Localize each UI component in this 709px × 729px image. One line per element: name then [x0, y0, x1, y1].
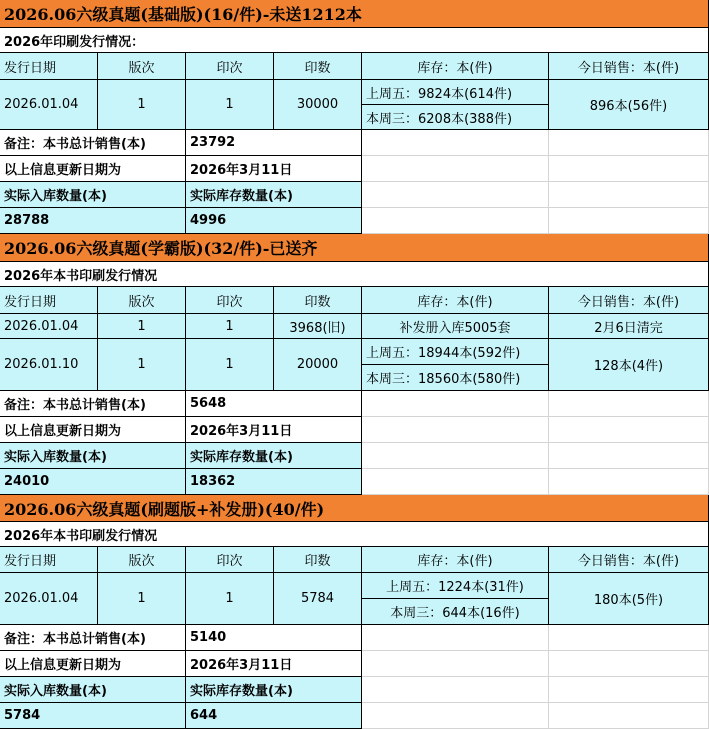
empty-cell[interactable] — [549, 469, 709, 495]
label-update-date[interactable]: 以上信息更新日期为 — [0, 156, 186, 182]
empty-cell[interactable] — [549, 625, 709, 651]
section-subtitle[interactable]: 2026年本书印刷发行情况 — [0, 522, 709, 547]
empty-cell[interactable] — [549, 130, 709, 156]
header-today-sales[interactable]: 今日销售：本(件) — [549, 287, 709, 314]
value-total-sales[interactable]: 23792 — [186, 130, 362, 156]
section-title[interactable]: 2026.06六级真题(基础版)(16/件)-未送1212本 — [0, 0, 709, 28]
label-actual-in[interactable]: 实际入库数量(本) — [0, 677, 186, 703]
empty-cell[interactable] — [362, 156, 549, 182]
header-date[interactable]: 发行日期 — [0, 53, 98, 80]
row-stock-this-wednesday[interactable]: 本周三：644本(16件) — [362, 599, 549, 625]
empty-cell[interactable] — [362, 443, 549, 469]
row-stock-note[interactable]: 补发册入库5005套 — [362, 314, 549, 339]
value-actual-stock[interactable]: 4996 — [186, 208, 362, 234]
header-printing[interactable]: 印次 — [186, 287, 274, 314]
value-total-sales[interactable]: 5140 — [186, 625, 362, 651]
row-today-sales[interactable]: 128本(4件) — [549, 339, 709, 391]
value-actual-in[interactable]: 24010 — [0, 469, 186, 495]
empty-cell[interactable] — [362, 469, 549, 495]
row-date[interactable]: 2026.01.04 — [0, 314, 98, 339]
label-update-date[interactable]: 以上信息更新日期为 — [0, 651, 186, 677]
empty-cell[interactable] — [362, 391, 549, 417]
label-total-sales[interactable]: 备注：本书总计销售(本) — [0, 625, 186, 651]
row-stock-last-friday[interactable]: 上周五：9824本(614件) — [362, 80, 549, 105]
empty-cell[interactable] — [549, 651, 709, 677]
header-today-sales[interactable]: 今日销售：本(件) — [549, 53, 709, 80]
row-quantity[interactable]: 5784 — [274, 573, 362, 625]
section-title[interactable]: 2026.06六级真题(刷题版+补发册)(40/件) — [0, 495, 709, 522]
label-total-sales[interactable]: 备注：本书总计销售(本) — [0, 130, 186, 156]
row-quantity[interactable]: 30000 — [274, 80, 362, 130]
header-quantity[interactable]: 印数 — [274, 287, 362, 314]
row-date[interactable]: 2026.01.04 — [0, 80, 98, 130]
empty-cell[interactable] — [549, 417, 709, 443]
row-printing[interactable]: 1 — [186, 573, 274, 625]
row-stock-last-friday[interactable]: 上周五：1224本(31件) — [362, 573, 549, 599]
row-edition[interactable]: 1 — [98, 573, 186, 625]
header-date[interactable]: 发行日期 — [0, 287, 98, 314]
empty-cell[interactable] — [549, 182, 709, 208]
header-edition[interactable]: 版次 — [98, 53, 186, 80]
row-edition[interactable]: 1 — [98, 80, 186, 130]
header-quantity[interactable]: 印数 — [274, 53, 362, 80]
header-stock[interactable]: 库存：本(件) — [362, 53, 549, 80]
empty-cell[interactable] — [362, 182, 549, 208]
row-printing[interactable]: 1 — [186, 80, 274, 130]
value-actual-in[interactable]: 28788 — [0, 208, 186, 234]
section-title[interactable]: 2026.06六级真题(学霸版)(32/件)-已送齐 — [0, 234, 709, 262]
row-edition[interactable]: 1 — [98, 314, 186, 339]
empty-cell[interactable] — [549, 391, 709, 417]
value-update-date[interactable]: 2026年3月11日 — [186, 156, 362, 182]
row-printing[interactable]: 1 — [186, 314, 274, 339]
value-update-date[interactable]: 2026年3月11日 — [186, 651, 362, 677]
row-today-sales[interactable]: 180本(5件) — [549, 573, 709, 625]
header-printing[interactable]: 印次 — [186, 53, 274, 80]
value-actual-stock[interactable]: 644 — [186, 703, 362, 729]
empty-cell[interactable] — [362, 130, 549, 156]
row-stock-last-friday[interactable]: 上周五：18944本(592件) — [362, 339, 549, 365]
value-actual-stock[interactable]: 18362 — [186, 469, 362, 495]
empty-cell[interactable] — [362, 703, 549, 729]
value-total-sales[interactable]: 5648 — [186, 391, 362, 417]
value-update-date[interactable]: 2026年3月11日 — [186, 417, 362, 443]
empty-cell[interactable] — [549, 208, 709, 234]
row-today-sales[interactable]: 896本(56件) — [549, 80, 709, 130]
empty-cell[interactable] — [549, 677, 709, 703]
header-stock[interactable]: 库存：本(件) — [362, 287, 549, 314]
row-stock-this-wednesday[interactable]: 本周三：18560本(580件) — [362, 365, 549, 391]
section-subtitle[interactable]: 2026年本书印刷发行情况 — [0, 262, 709, 287]
empty-cell[interactable] — [549, 443, 709, 469]
label-actual-in[interactable]: 实际入库数量(本) — [0, 443, 186, 469]
empty-cell[interactable] — [362, 417, 549, 443]
label-actual-in[interactable]: 实际入库数量(本) — [0, 182, 186, 208]
header-edition[interactable]: 版次 — [98, 287, 186, 314]
empty-cell[interactable] — [362, 208, 549, 234]
label-actual-stock[interactable]: 实际库存数量(本) — [186, 443, 362, 469]
row-date[interactable]: 2026.01.04 — [0, 573, 98, 625]
row-today-sales[interactable]: 2月6日清完 — [549, 314, 709, 339]
value-actual-in[interactable]: 5784 — [0, 703, 186, 729]
empty-cell[interactable] — [362, 625, 549, 651]
header-stock[interactable]: 库存：本(件) — [362, 547, 549, 573]
row-date[interactable]: 2026.01.10 — [0, 339, 98, 391]
label-actual-stock[interactable]: 实际库存数量(本) — [186, 182, 362, 208]
row-edition[interactable]: 1 — [98, 339, 186, 391]
empty-cell[interactable] — [549, 156, 709, 182]
empty-cell[interactable] — [362, 677, 549, 703]
row-stock-this-wednesday[interactable]: 本周三：6208本(388件) — [362, 105, 549, 130]
header-today-sales[interactable]: 今日销售：本(件) — [549, 547, 709, 573]
empty-cell[interactable] — [549, 703, 709, 729]
header-edition[interactable]: 版次 — [98, 547, 186, 573]
row-quantity[interactable]: 20000 — [274, 339, 362, 391]
label-total-sales[interactable]: 备注：本书总计销售(本) — [0, 391, 186, 417]
header-date[interactable]: 发行日期 — [0, 547, 98, 573]
row-quantity[interactable]: 3968(旧) — [274, 314, 362, 339]
label-update-date[interactable]: 以上信息更新日期为 — [0, 417, 186, 443]
header-quantity[interactable]: 印数 — [274, 547, 362, 573]
header-printing[interactable]: 印次 — [186, 547, 274, 573]
row-printing[interactable]: 1 — [186, 339, 274, 391]
section-subtitle[interactable]: 2026年印刷发行情况： — [0, 28, 709, 53]
label-actual-stock[interactable]: 实际库存数量(本) — [186, 677, 362, 703]
empty-cell[interactable] — [362, 651, 549, 677]
